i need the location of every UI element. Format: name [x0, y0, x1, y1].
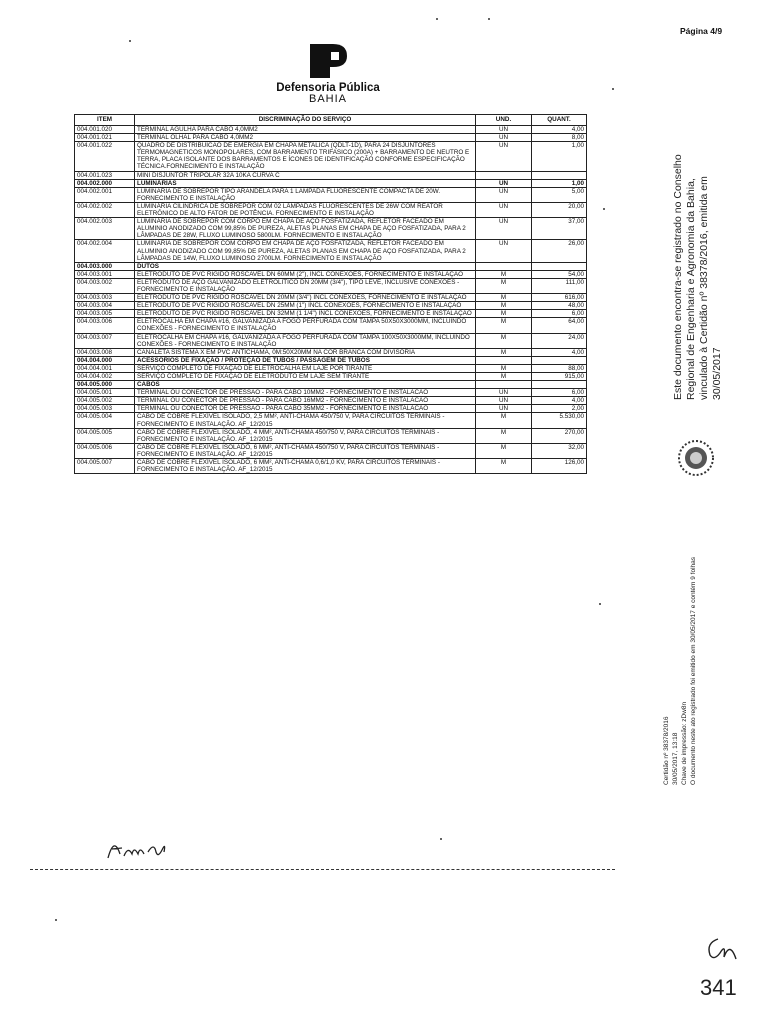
- item-unit: UN: [476, 142, 532, 171]
- col-header-unit: UND.: [476, 115, 532, 126]
- defensoria-logo-icon: [307, 42, 349, 80]
- item-quantity: 24,00: [532, 333, 587, 348]
- col-header-quantity: QUANT.: [532, 115, 587, 126]
- item-unit: UN: [476, 134, 532, 142]
- item-unit: M: [476, 318, 532, 333]
- item-quantity: 8,00: [532, 134, 587, 142]
- item-code: 004.003.008: [75, 348, 135, 356]
- item-unit: [476, 262, 532, 270]
- item-description: CABO DE COBRE FLEXÍVEL ISOLADO, 4 MM², ANTI-CHAMA 450/750 V, PARA CIRCUITOS TERMINAIS - FORNECIMENTO E INSTALAÇÃO. AF_12/2015: [135, 428, 476, 443]
- item-code: 004.003.004: [75, 302, 135, 310]
- item-quantity: 915,00: [532, 373, 587, 381]
- seal-emblem-icon: [676, 430, 716, 486]
- item-quantity: 2,00: [532, 405, 587, 413]
- table-row: [75, 294, 587, 302]
- item-code: 004.002.004: [75, 240, 135, 262]
- item-code: 004.002.002: [75, 202, 135, 217]
- item-description: ELETROCALHA EM CHAPA #16, GALVANIZADA A FOGO PERFURADA COM TAMPA 50X50X3000MM, INCLUINDO CONEXÕES - FORNECIMENTO E INSTALAÇÃO: [135, 318, 476, 333]
- scan-speck: [129, 40, 131, 42]
- item-description: LUMINÁRIA DE SOBREPOR COM CORPO EM CHAPA DE AÇO FOSFATIZADA, REFLETOR FACEADO EM ALUMINIO ANODIZADO COM 99,85% DE PUREZA, ALETAS PLANAS EM CHAPA DE AÇO FOSFATIZADA, PARA 2 LÂMPADAS DE 14W, FLUXO LUMINOSO 2700LM. FORNECIMENTO E INSTALAÇÃO: [135, 240, 476, 262]
- table-row: [75, 389, 587, 397]
- item-description: DUTOS: [135, 262, 476, 270]
- item-code: 004.005.004: [75, 413, 135, 428]
- item-unit: M: [476, 270, 532, 278]
- item-code: 004.003.002: [75, 278, 135, 293]
- item-code: 004.004.000: [75, 356, 135, 364]
- item-description: SERVIÇO COMPLETO DE FIXAÇÃO DE ELETROCALHA EM LAJE POR TIRANTE: [135, 364, 476, 372]
- item-description: TERMINAL AGULHA PARA CABO 4,0MM2: [135, 126, 476, 134]
- table-row: [75, 270, 587, 278]
- item-unit: M: [476, 348, 532, 356]
- table-row: [75, 443, 587, 458]
- table-row: [75, 187, 587, 202]
- item-unit: [476, 381, 532, 389]
- table-row: [75, 381, 587, 389]
- item-quantity: 5.530,00: [532, 413, 587, 428]
- item-quantity: 26,00: [532, 240, 587, 262]
- item-description: LUMINÁRIA CILINDRICA DE SOBREPOR COM 02 LÂMPADAS FLUORESCENTES DE 26W COM REATOR ELETRÔNICO DE ALTO FATOR DE POTÊNCIA. FORNECIMENTO E INSTALAÇÃO: [135, 202, 476, 217]
- handwritten-initials: [704, 935, 740, 965]
- item-quantity: 126,00: [532, 459, 587, 474]
- item-unit: UN: [476, 126, 532, 134]
- table-header-row: [75, 115, 587, 126]
- item-quantity: 270,00: [532, 428, 587, 443]
- item-unit: M: [476, 294, 532, 302]
- item-unit: UN: [476, 397, 532, 405]
- item-description: ACESSÓRIOS DE FIXAÇÃO / PROTEÇÃO DE TUBOS / PASSAGEM DE TUBOS: [135, 356, 476, 364]
- item-code: 004.003.001: [75, 270, 135, 278]
- table-row: [75, 218, 587, 240]
- item-unit: UN: [476, 405, 532, 413]
- table-row: [75, 278, 587, 293]
- table-row: [75, 171, 587, 179]
- item-description: ELETRODUTO DE PVC RIGIDO ROSCAVEL DN 20MM (3/4") INCL CONEXÕES, FORNECIMENTO E INSTALAÇÃO: [135, 294, 476, 302]
- item-quantity: 37,00: [532, 218, 587, 240]
- dashed-cut-line: [30, 869, 615, 870]
- item-description: LUMINÁRIA DE SOBREPOR COM CORPO EM CHAPA DE AÇO FOSFATIZADA, REFLETOR FACEADO EM ALUMINIO ANODIZADO COM 99,85% DE PUREZA, ALETAS PLANAS EM CHAPA DE AÇO FOSFATIZADA, PARA 2 LÂMPADAS DE 28W, FLUXO LUMINOSO 5800LM. FORNECIMENTO E INSTALAÇÃO: [135, 218, 476, 240]
- table-row: [75, 126, 587, 134]
- table-row: [75, 142, 587, 171]
- item-quantity: 1,00: [532, 179, 587, 187]
- item-description: CANALETA SISTEMA X EM PVC ANTICHAMA, 0M:50X20MM NA COR BRANCA COM DIVISÓRIA: [135, 348, 476, 356]
- item-code: 004.002.003: [75, 218, 135, 240]
- item-quantity: 1,00: [532, 142, 587, 171]
- item-unit: [476, 171, 532, 179]
- item-unit: M: [476, 364, 532, 372]
- table-row: [75, 348, 587, 356]
- org-name: Defensoria Pública: [276, 82, 380, 94]
- table-row: [75, 397, 587, 405]
- item-unit: M: [476, 310, 532, 318]
- item-quantity: [532, 381, 587, 389]
- item-quantity: 5,00: [532, 187, 587, 202]
- item-quantity: [532, 262, 587, 270]
- table-row: [75, 356, 587, 364]
- table-row: [75, 134, 587, 142]
- table-row: [75, 179, 587, 187]
- item-unit: UN: [476, 187, 532, 202]
- item-code: 004.005.007: [75, 459, 135, 474]
- item-quantity: 88,00: [532, 364, 587, 372]
- col-header-description: DISCRIMINAÇÃO DO SERVIÇO: [135, 115, 476, 126]
- item-code: 004.001.021: [75, 134, 135, 142]
- item-unit: UN: [476, 218, 532, 240]
- scan-speck: [440, 838, 442, 840]
- signature: [104, 834, 174, 867]
- item-quantity: 4,00: [532, 348, 587, 356]
- item-description: ELETROCALHA EM CHAPA #16, GALVANIZADA A FOGO PERFURADA COM TAMPA 100X50X3000MM, INCLUINDO CONEXÕES - FORNECIMENTO E INSTALAÇÃO: [135, 333, 476, 348]
- item-code: 004.002.001: [75, 187, 135, 202]
- item-description: ELETRODUTO DE PVC RIGIDO ROSCAVEL DN 32MM (1 1/4") INCL CONEXÕES, FORNECIMENTO E INSTALAÇÃO: [135, 310, 476, 318]
- item-quantity: 6,00: [532, 310, 587, 318]
- item-code: 004.005.005: [75, 428, 135, 443]
- item-code: 004.003.000: [75, 262, 135, 270]
- item-unit: UN: [476, 240, 532, 262]
- item-description: MINI DISJUNTOR TRIPOLAR 32A 10KA CURVA C: [135, 171, 476, 179]
- table-row: [75, 310, 587, 318]
- item-quantity: 111,00: [532, 278, 587, 293]
- item-code: 004.003.007: [75, 333, 135, 348]
- table-row: [75, 413, 587, 428]
- item-code: 004.001.020: [75, 126, 135, 134]
- item-code: 004.002.000: [75, 179, 135, 187]
- item-unit: M: [476, 459, 532, 474]
- item-code: 004.004.001: [75, 364, 135, 372]
- scan-speck: [599, 603, 601, 605]
- item-code: 004.005.002: [75, 397, 135, 405]
- item-unit: UN: [476, 179, 532, 187]
- table-row: [75, 405, 587, 413]
- item-code: 004.005.003: [75, 405, 135, 413]
- item-description: TERMINAL OU CONECTOR DE PRESSAO - PARA CABO 16MM2 - FORNECIMENTO E INSTALACAO: [135, 397, 476, 405]
- item-description: LUMINARIA DE SOBREPOR TIPO ARANDELA PARA 1 LAMPADA FLUORESCENTE COMPACTA DE 20W. FORNECIMENTO E INSTALAÇÃO: [135, 187, 476, 202]
- item-quantity: 4,00: [532, 397, 587, 405]
- item-unit: M: [476, 302, 532, 310]
- item-quantity: 54,00: [532, 270, 587, 278]
- table-row: [75, 262, 587, 270]
- table-row: [75, 333, 587, 348]
- col-header-item: ITEM: [75, 115, 135, 126]
- item-quantity: 48,00: [532, 302, 587, 310]
- item-unit: M: [476, 413, 532, 428]
- item-description: CABO DE COBRE FLEXÍVEL ISOLADO, 2,5 MM², ANTI-CHAMA 450/750 V, PARA CIRCUITOS TERMINAIS - FORNECIMENTO E INSTALAÇÃO. AF_12/2015: [135, 413, 476, 428]
- page-number: Página 4/9: [680, 26, 723, 36]
- sheet-number: 341: [700, 975, 737, 1000]
- org-logo: [268, 42, 388, 104]
- org-state: BAHIA: [308, 93, 347, 105]
- certificate-details: Certidão nº 38378/2016 30/05/2017, 13:18 Chave de impressão: zDw8n O documento neste ato registrado foi emitido em 30/05/2017 e contém 9 folhas: [663, 557, 697, 785]
- item-code: 004.005.000: [75, 381, 135, 389]
- item-quantity: 32,00: [532, 443, 587, 458]
- handwritten-signature: [104, 834, 174, 862]
- table-row: [75, 318, 587, 333]
- item-code: 004.005.006: [75, 443, 135, 458]
- item-code: 004.003.006: [75, 318, 135, 333]
- item-description: CABOS: [135, 381, 476, 389]
- item-description: CABO DE COBRE FLEXÍVEL ISOLADO, 6 MM², ANTI-CHAMA 0,6/1,0 KV, PARA CIRCUITOS TERMINAIS - FORNECIMENTO E INSTALAÇÃO. AF_12/2015: [135, 459, 476, 474]
- item-description: SERVIÇO COMPLETO DE FIXAÇÃO DE ELETRODUTO EM LAJE SEM TIRANTE: [135, 373, 476, 381]
- item-description: QUADRO DE DISTRIBUICAO DE EMERGIA EM CHAPA METALICA (QDLT-1D), PARA 24 DISJUNTORES TERMOMAGNETICOS MONOPOLARES, COM BARRAMENTO TRIFASICO (200A) + BARRAMENTO DE NEUTRO E TERRA, PLACA ISOLANTE DOS BARRAMENTOS E ÍCONES DE IDENTIFICAÇÃO CONFORME ESPECIFICAÇÃO TÉCNICA.FORNECIMENTO E INSTALAÇÃO: [135, 142, 476, 171]
- table-row: [75, 428, 587, 443]
- scan-speck: [603, 208, 605, 210]
- item-quantity: [532, 356, 587, 364]
- item-unit: M: [476, 428, 532, 443]
- scan-speck: [55, 919, 57, 921]
- item-unit: M: [476, 443, 532, 458]
- item-unit: [476, 356, 532, 364]
- item-description: ELETRODUTO DE PVC RIGIDO ROSCAVEL DN 60MM (2"), INCL CONEXOES, FORNECIMENTO E INSTALAÇÃO: [135, 270, 476, 278]
- item-unit: M: [476, 373, 532, 381]
- table-row: [75, 373, 587, 381]
- item-code: 004.003.003: [75, 294, 135, 302]
- item-description: CABO DE COBRE FLEXÍVEL ISOLADO, 6 MM², ANTI-CHAMA 450/750 V, PARA CIRCUITOS TERMINAIS - FORNECIMENTO E INSTALAÇÃO. AF_12/2015: [135, 443, 476, 458]
- item-quantity: 64,00: [532, 318, 587, 333]
- item-quantity: 4,00: [532, 126, 587, 134]
- table-row: [75, 240, 587, 262]
- item-description: ELETRODUTO DE PVC RIGIDO ROSCAVEL DN 25MM (1") INCL CONEXÕES, FORNECIMENTO E INSTALAÇÃO: [135, 302, 476, 310]
- item-unit: M: [476, 333, 532, 348]
- item-description: ELETRODUTO DE AÇO GALVANIZADO ELETROLITICO DN 20MM (3/4"), TIPO LEVE, INCLUSIVE CONEXÕES - FORNECIMENTO E INSTALAÇÃO: [135, 278, 476, 293]
- table-row: [75, 364, 587, 372]
- services-table: [74, 114, 587, 474]
- item-unit: M: [476, 278, 532, 293]
- item-quantity: [532, 171, 587, 179]
- item-code: 004.004.002: [75, 373, 135, 381]
- table-row: [75, 302, 587, 310]
- item-code: 004.001.022: [75, 142, 135, 171]
- item-quantity: 6,00: [532, 389, 587, 397]
- scan-speck: [436, 18, 438, 20]
- crea-seal: [676, 430, 716, 491]
- item-description: TERMINAL OLHAL PARA CABO 4,0MM2: [135, 134, 476, 142]
- item-code: 004.005.001: [75, 389, 135, 397]
- item-description: LUMINÁRIAS: [135, 179, 476, 187]
- item-quantity: 20,00: [532, 202, 587, 217]
- item-unit: UN: [476, 202, 532, 217]
- item-code: 004.003.005: [75, 310, 135, 318]
- table-row: [75, 459, 587, 474]
- item-description: TERMINAL OU CONECTOR DE PRESSAO - PARA CABO 10MM2 - FORNECIMENTO E INSTALACAO: [135, 389, 476, 397]
- item-code: 004.001.023: [75, 171, 135, 179]
- scan-speck: [612, 88, 614, 90]
- registration-notice: Este documento encontra-se registrado no Conselho Regional de Engenharia e Agronomia da Bahia, vinculado à Certidão nº 38378/2016, emitida em 30/05/2017: [672, 154, 723, 400]
- item-quantity: 616,00: [532, 294, 587, 302]
- item-description: TERMINAL OU CONECTOR DE PRESSAO - PARA CABO 35MM2 - FORNECIMENTO E INSTALACAO: [135, 405, 476, 413]
- scan-speck: [488, 18, 490, 20]
- table-row: [75, 202, 587, 217]
- item-unit: UN: [476, 389, 532, 397]
